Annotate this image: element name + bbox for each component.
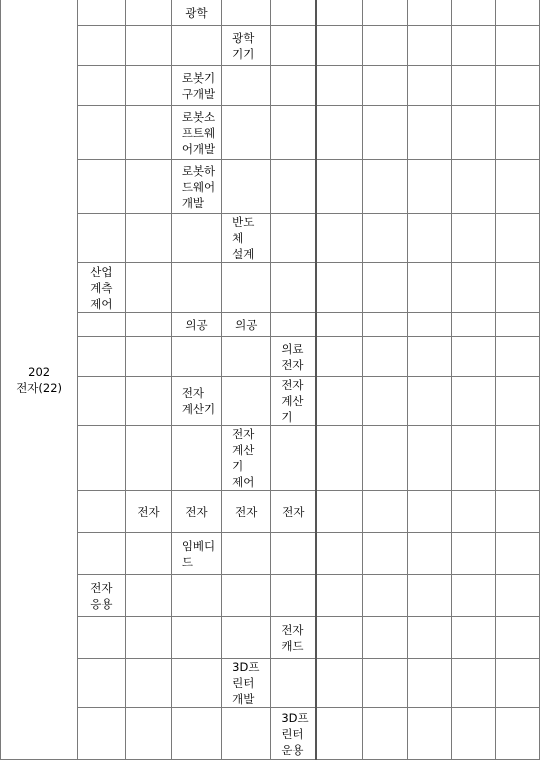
- table-cell: [271, 533, 317, 575]
- table-row: [1, 0, 540, 26]
- table-cell: [78, 106, 126, 160]
- table-cell: [496, 26, 540, 66]
- table-cell: [78, 0, 126, 26]
- table-cell: [171, 0, 221, 26]
- table-cell: [78, 263, 126, 313]
- category-label: 202 전자(22): [16, 364, 63, 395]
- table-cell: [496, 263, 540, 313]
- cell-text: 로봇기 구개발: [181, 70, 216, 101]
- table-cell: [271, 617, 317, 659]
- table-cell: [363, 106, 407, 160]
- table-cell: [271, 708, 317, 760]
- table-cell: [316, 214, 362, 263]
- cell-text: 반도 체 설계: [232, 215, 255, 261]
- table-cell: [271, 575, 317, 617]
- table-cell: [222, 66, 271, 106]
- table-cell: [171, 26, 221, 66]
- cell-text: 광학: [185, 5, 208, 20]
- table-cell: [316, 313, 362, 337]
- table-cell: [452, 708, 496, 760]
- table-cell: [496, 533, 540, 575]
- table-cell: [171, 533, 221, 575]
- table-cell: [407, 0, 451, 26]
- table-cell: [363, 426, 407, 491]
- cell-text: 전자: [185, 504, 208, 519]
- table-cell: [452, 659, 496, 708]
- table-cell: [407, 708, 451, 760]
- cell-text: 전자 응용: [90, 580, 113, 611]
- table-cell: [222, 337, 271, 377]
- table-cell: [452, 106, 496, 160]
- table-cell: [126, 426, 172, 491]
- table-cell: [496, 160, 540, 214]
- table-cell: [222, 533, 271, 575]
- cell-text: 전자: [282, 504, 305, 519]
- table-cell: [363, 491, 407, 533]
- table-cell: [78, 377, 126, 426]
- table-cell: [452, 313, 496, 337]
- table-cell: [452, 26, 496, 66]
- table-cell: [316, 337, 362, 377]
- table-row: [1, 533, 540, 575]
- table-cell: [407, 26, 451, 66]
- cell-text: 전자: [235, 504, 258, 519]
- table-cell: [78, 214, 126, 263]
- table-cell: [126, 659, 172, 708]
- table-row: [1, 263, 540, 313]
- table-cell: [222, 377, 271, 426]
- table-cell: [407, 160, 451, 214]
- table-cell: [126, 214, 172, 263]
- table-row: [1, 377, 540, 426]
- table-cell: [407, 491, 451, 533]
- table-cell: [407, 377, 451, 426]
- table-cell: [496, 617, 540, 659]
- table-cell: [271, 426, 317, 491]
- table-cell: [496, 659, 540, 708]
- table-cell: [316, 160, 362, 214]
- cell-text: 의공: [185, 317, 208, 332]
- table-cell: [407, 66, 451, 106]
- table-cell: [363, 377, 407, 426]
- table-cell: [452, 617, 496, 659]
- table-cell: [363, 66, 407, 106]
- cell-text: 3D프 린터 운용: [281, 710, 309, 757]
- table-cell: [78, 617, 126, 659]
- table-cell: [222, 313, 271, 337]
- table-row: [1, 26, 540, 66]
- table-cell: [316, 491, 362, 533]
- table-cell: [316, 106, 362, 160]
- table-cell: [271, 26, 317, 66]
- table-cell: [171, 708, 221, 760]
- table-cell: [271, 214, 317, 263]
- table-row: [1, 66, 540, 106]
- table-cell: [496, 426, 540, 491]
- table-cell: [316, 377, 362, 426]
- table-cell: [452, 160, 496, 214]
- table-cell: [222, 659, 271, 708]
- table-cell: [363, 26, 407, 66]
- table-cell: [407, 426, 451, 491]
- table-cell: [271, 491, 317, 533]
- table-row: [1, 708, 540, 760]
- table-cell: [452, 214, 496, 263]
- table-cell: [452, 533, 496, 575]
- table-cell: [222, 617, 271, 659]
- table-cell: [126, 377, 172, 426]
- cell-text: 의공: [235, 317, 258, 332]
- table-cell: [452, 575, 496, 617]
- table-cell: [407, 313, 451, 337]
- table-cell: [363, 708, 407, 760]
- table-cell: [78, 26, 126, 66]
- table-cell: [271, 337, 317, 377]
- table-cell: [363, 160, 407, 214]
- table-cell: [407, 106, 451, 160]
- table-cell: [363, 0, 407, 26]
- table-cell: [222, 160, 271, 214]
- table-cell: [222, 426, 271, 491]
- table-row: [1, 313, 540, 337]
- table-cell: [407, 214, 451, 263]
- table-cell: [171, 313, 221, 337]
- table-row: [1, 106, 540, 160]
- table-cell: [496, 377, 540, 426]
- table-cell: [222, 0, 271, 26]
- table-cell: [171, 377, 221, 426]
- table-cell: [78, 659, 126, 708]
- table-cell: [78, 491, 126, 533]
- table-cell: [407, 575, 451, 617]
- table-row: [1, 337, 540, 377]
- table-cell: [126, 708, 172, 760]
- table-cell: [363, 313, 407, 337]
- table-cell: [171, 659, 221, 708]
- table-cell: [496, 106, 540, 160]
- table-cell: [271, 377, 317, 426]
- cell-text: 3D프 린터 개발: [232, 660, 260, 706]
- table-cell: [171, 106, 221, 160]
- table-cell: [222, 263, 271, 313]
- table-cell: [271, 659, 317, 708]
- table-cell: [407, 533, 451, 575]
- table-cell: [407, 337, 451, 377]
- table-cell: [222, 106, 271, 160]
- table-cell: [452, 377, 496, 426]
- table-cell: [78, 160, 126, 214]
- table-cell: [126, 617, 172, 659]
- table-cell: [126, 575, 172, 617]
- table-cell: [496, 491, 540, 533]
- table-cell: [316, 575, 362, 617]
- table-cell: [363, 263, 407, 313]
- table-cell: [452, 337, 496, 377]
- table-cell: [363, 617, 407, 659]
- table-cell: [171, 491, 221, 533]
- table-cell: [496, 313, 540, 337]
- table-cell: [126, 66, 172, 106]
- table-row: [1, 426, 540, 491]
- table-cell: [271, 263, 317, 313]
- table-cell: [171, 575, 221, 617]
- table-cell: [496, 214, 540, 263]
- table-cell: [271, 0, 317, 26]
- table-cell: [316, 66, 362, 106]
- table-cell: [78, 708, 126, 760]
- table-cell: [316, 533, 362, 575]
- table-cell: [316, 659, 362, 708]
- cell-text: 전자 캐드: [281, 622, 304, 653]
- table-cell: [452, 263, 496, 313]
- cell-text: 의료 전자: [281, 341, 304, 372]
- table-row: [1, 575, 540, 617]
- table-cell: [171, 214, 221, 263]
- table-cell: [271, 313, 317, 337]
- table-cell: [222, 708, 271, 760]
- table-cell: [171, 337, 221, 377]
- table-row: [1, 617, 540, 659]
- cell-text: 광학 기기: [232, 30, 255, 61]
- table-row: [1, 491, 540, 533]
- cell-text: 로봇하 드웨어 개발: [181, 163, 216, 210]
- table-cell: [363, 214, 407, 263]
- table-cell: [126, 533, 172, 575]
- table-cell: [78, 426, 126, 491]
- table-cell: [363, 575, 407, 617]
- table-cell: [407, 617, 451, 659]
- table-cell: [222, 214, 271, 263]
- table-cell: [78, 66, 126, 106]
- table-cell: [126, 26, 172, 66]
- cell-text: 산업 계측 제어: [90, 264, 113, 311]
- cell-text: 로봇소 프트웨 어개발: [181, 109, 216, 156]
- table-cell: [407, 659, 451, 708]
- table-cell: [126, 0, 172, 26]
- table-cell: [496, 66, 540, 106]
- table-cell: [496, 337, 540, 377]
- table-cell: [222, 491, 271, 533]
- table-row: [1, 214, 540, 263]
- table-cell: [171, 426, 221, 491]
- table-cell: [78, 313, 126, 337]
- table-cell: [496, 0, 540, 26]
- table-cell: [316, 708, 362, 760]
- table-cell: [496, 575, 540, 617]
- table-cell: [222, 575, 271, 617]
- table-cell: [171, 160, 221, 214]
- table-row: [1, 659, 540, 708]
- table-cell: [126, 160, 172, 214]
- table-cell: [171, 263, 221, 313]
- table-cell: [171, 66, 221, 106]
- table-cell: [78, 337, 126, 377]
- cell-text: 전자 계산 기 제어: [232, 427, 255, 489]
- table-cell: [316, 263, 362, 313]
- table-cell: [271, 106, 317, 160]
- category-cell: [1, 0, 78, 760]
- table-cell: [222, 26, 271, 66]
- table-cell: [452, 66, 496, 106]
- table-cell: [271, 160, 317, 214]
- table-cell: [126, 491, 172, 533]
- table-cell: [363, 337, 407, 377]
- table-cell: [452, 426, 496, 491]
- table-cell: [363, 533, 407, 575]
- table-cell: [452, 0, 496, 26]
- table-cell: [126, 263, 172, 313]
- cell-text: 전자 계산기: [181, 386, 216, 416]
- table-cell: [496, 708, 540, 760]
- table-cell: [407, 263, 451, 313]
- table-cell: [171, 617, 221, 659]
- table-cell: [452, 491, 496, 533]
- cell-text: 전자: [137, 504, 160, 519]
- table-cell: [126, 313, 172, 337]
- table-cell: [316, 0, 362, 26]
- table-cell: [271, 66, 317, 106]
- table-cell: [78, 533, 126, 575]
- table-cell: [363, 659, 407, 708]
- cell-text: 임베디 드: [181, 538, 216, 569]
- table-cell: [316, 26, 362, 66]
- table-cell: [316, 617, 362, 659]
- table-cell: [316, 426, 362, 491]
- table-row: [1, 160, 540, 214]
- table-cell: [126, 337, 172, 377]
- cell-text: 전자 계산 기: [281, 378, 304, 424]
- table-cell: [78, 575, 126, 617]
- table-cell: [126, 106, 172, 160]
